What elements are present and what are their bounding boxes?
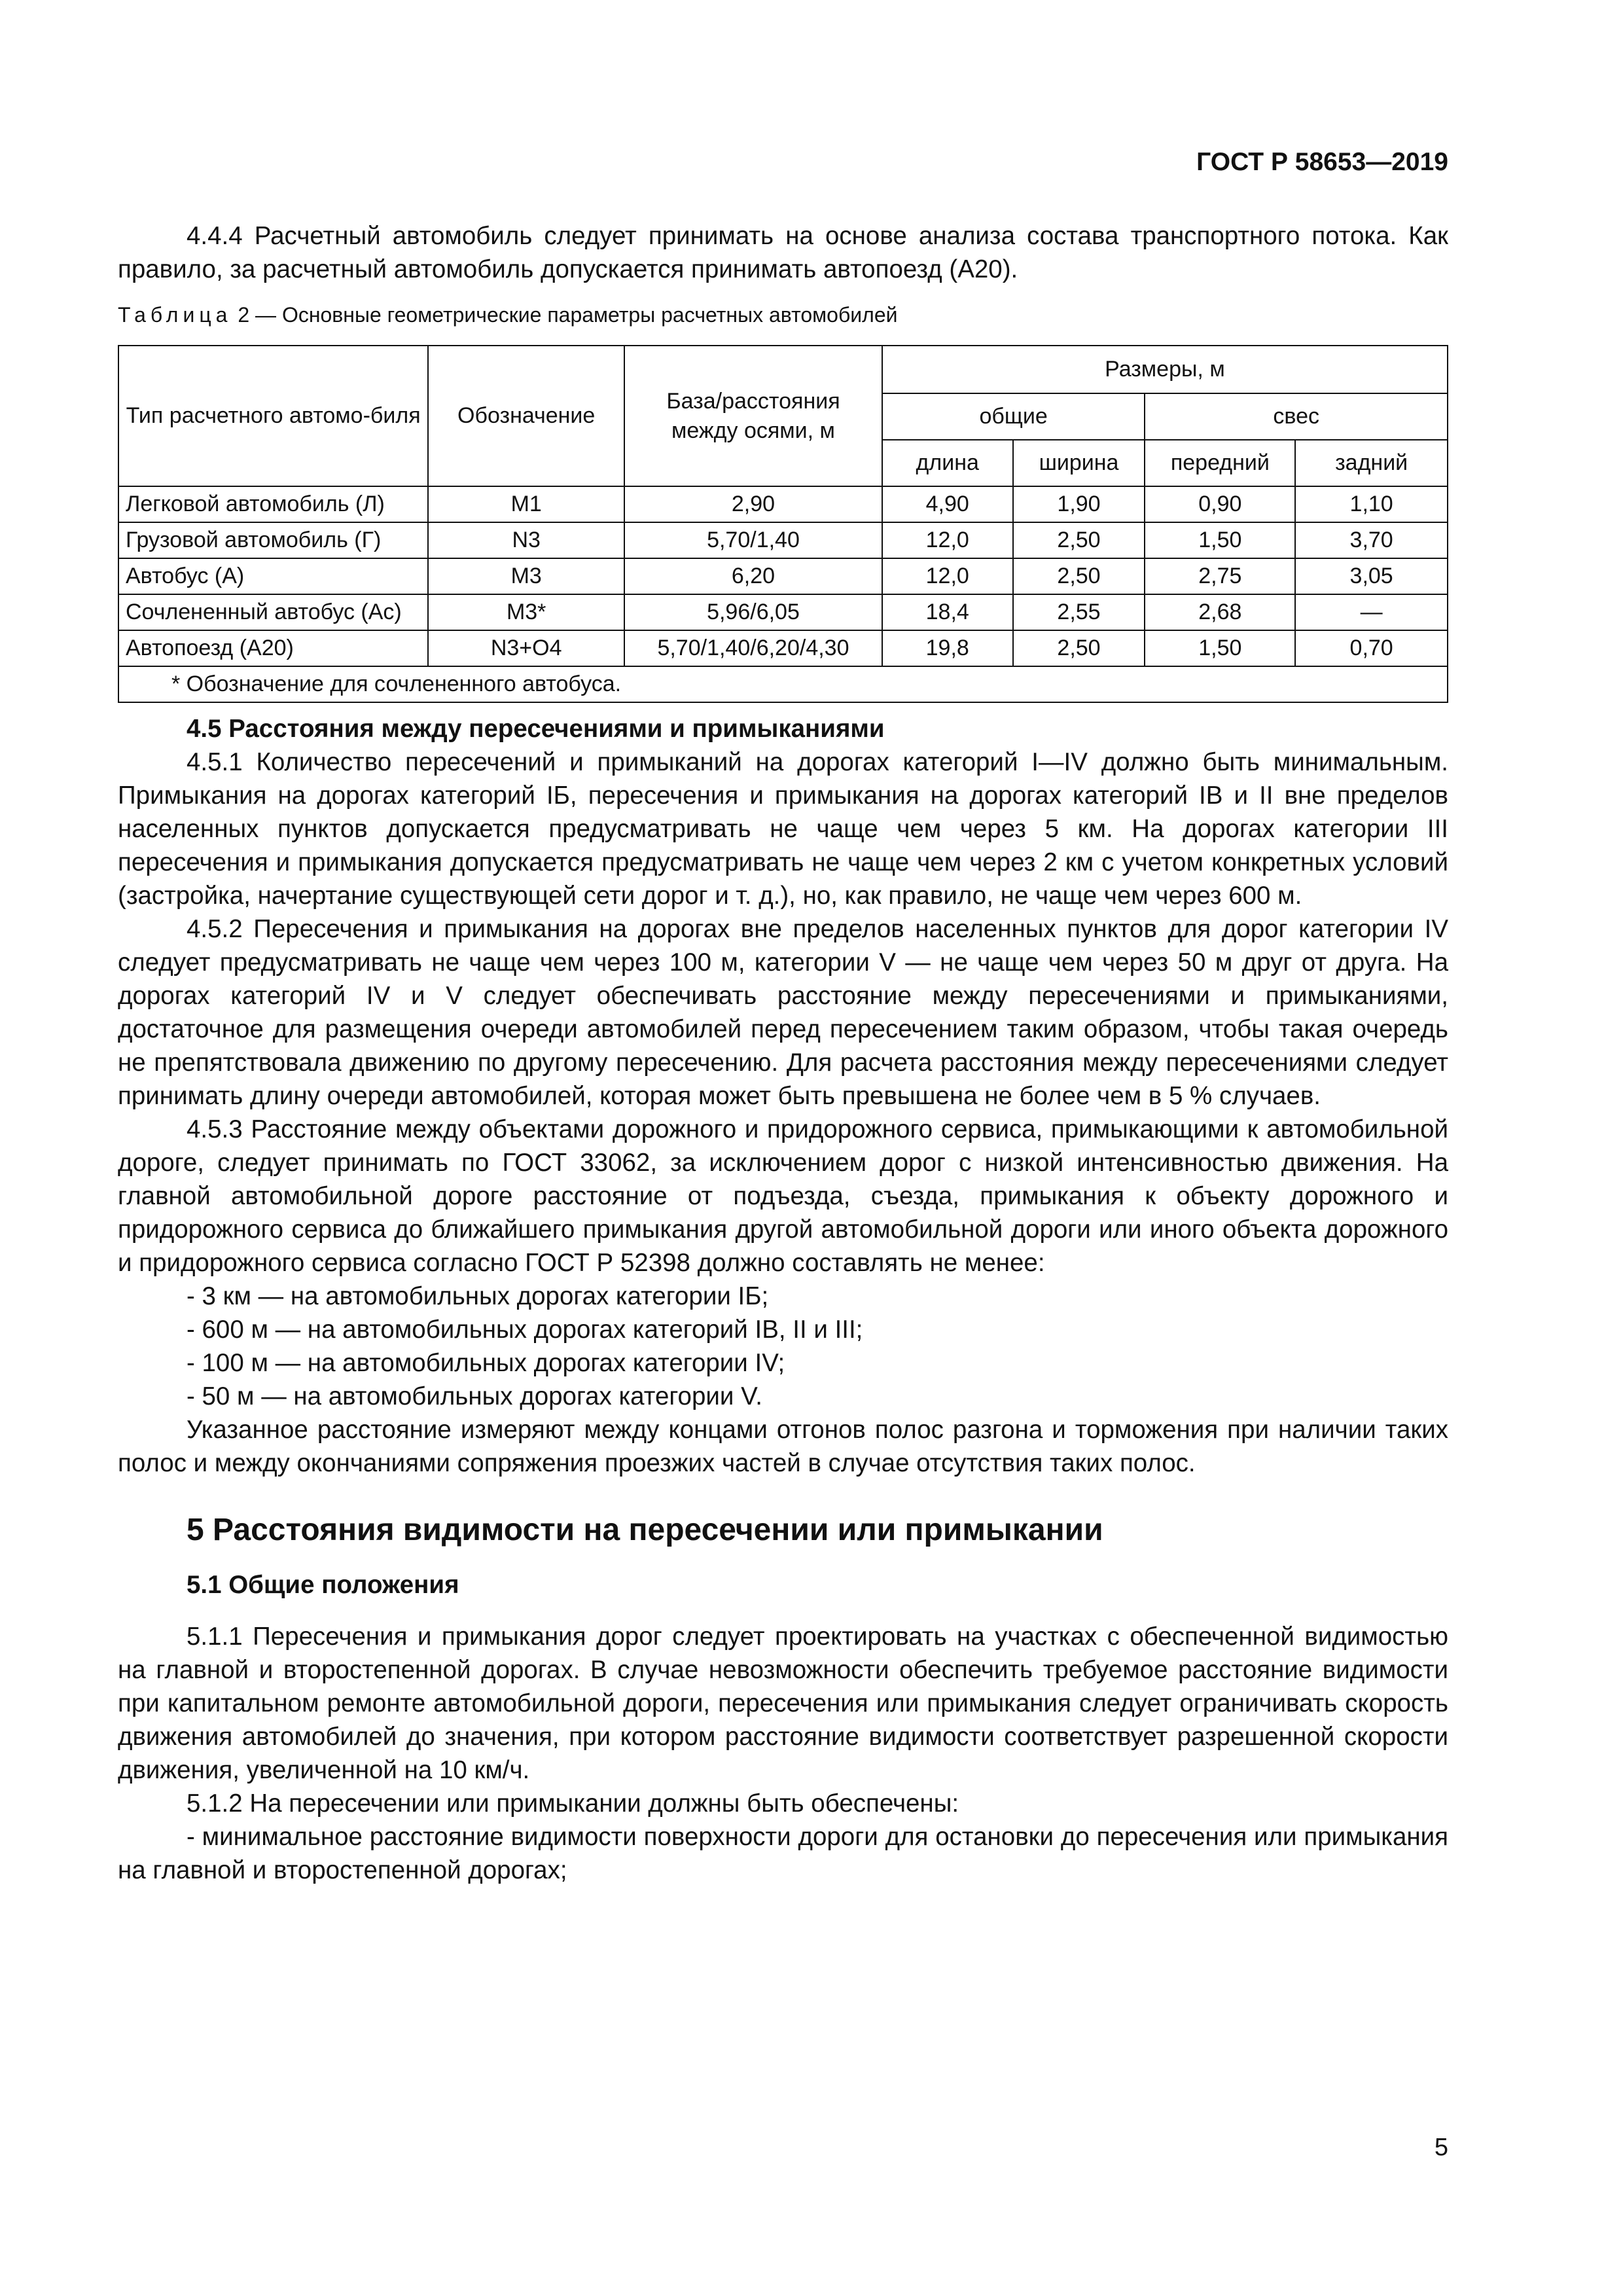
cell-code: М3* bbox=[428, 594, 624, 630]
table-row bbox=[118, 630, 1448, 666]
cell-type: Грузовой автомобиль (Г) bbox=[118, 522, 428, 558]
document-header-id: ГОСТ Р 58653—2019 bbox=[1196, 148, 1448, 176]
table-header-length: длина bbox=[882, 440, 1013, 486]
paragraph-5-1-2: 5.1.2 На пересечении или примыкании должны быть обеспечены: bbox=[187, 1789, 959, 1818]
paragraph-4-4-4: 4.4.4 Расчетный автомобиль следует принимать на основе анализа состава транспортного потока. Как правило, за расчетный автомобиль допускается принимать автопоезд (А20). bbox=[118, 222, 1448, 283]
table-caption-word: Таблица bbox=[118, 303, 232, 327]
list-item: - 3 км — на автомобильных дорогах категории IБ; bbox=[187, 1282, 769, 1310]
table-row bbox=[118, 522, 1448, 558]
cell-front: 1,50 bbox=[1145, 522, 1295, 558]
vehicle-parameters-table bbox=[118, 345, 1448, 703]
paragraph-4-5-2: 4.5.2 Пересечения и примыкания на дорогах вне пределов населенных пунктов для дорог категории IV следует предусматривать не чаще чем через 100 м, категории V — не чаще чем через 50 м друг от друга. На дорогах категорий IV и V следует обеспечивать расстояние между пересечениями и примыканиями, достаточное для размещения очереди автомобилей перед пересечением таким образом, чтобы такая очередь не препятствовала движению по другому пересечению. Для расчета расстояния между пересечениями следует принимать длину очереди автомобилей, которая может быть превышена не более чем в 5 % случаев. bbox=[118, 915, 1448, 1110]
cell-width: 1,90 bbox=[1013, 486, 1145, 522]
table-header-type: Тип расчетного автомо-биля bbox=[118, 346, 428, 486]
cell-base: 5,70/1,40 bbox=[624, 522, 882, 558]
cell-width: 2,50 bbox=[1013, 522, 1145, 558]
cell-type: Легковой автомобиль (Л) bbox=[118, 486, 428, 522]
table-header-code: Обозначение bbox=[428, 346, 624, 486]
cell-length: 12,0 bbox=[882, 522, 1013, 558]
cell-rear: 0,70 bbox=[1295, 630, 1448, 666]
cell-front: 0,90 bbox=[1145, 486, 1295, 522]
section-5-title: 5 Расстояния видимости на пересечении или примыкании bbox=[187, 1513, 1103, 1547]
document-body bbox=[118, 219, 1448, 1887]
cell-type: Автопоезд (А20) bbox=[118, 630, 428, 666]
table-row bbox=[118, 594, 1448, 630]
table-header-width: ширина bbox=[1013, 440, 1145, 486]
table-row bbox=[118, 486, 1448, 522]
cell-type: Автобус (А) bbox=[118, 558, 428, 594]
cell-front: 1,50 bbox=[1145, 630, 1295, 666]
section-5-1-title: 5.1 Общие положения bbox=[187, 1571, 459, 1599]
table-header-base: База/расстояния между осями, м bbox=[624, 346, 882, 486]
cell-base: 5,96/6,05 bbox=[624, 594, 882, 630]
table-caption-text: 2 — Основные геометрические параметры расчетных автомобилей bbox=[238, 303, 898, 327]
section-4-5-title: 4.5 Расстояния между пересечениями и примыканиями bbox=[187, 715, 885, 743]
cell-length: 19,8 bbox=[882, 630, 1013, 666]
cell-rear: — bbox=[1295, 594, 1448, 630]
cell-length: 4,90 bbox=[882, 486, 1013, 522]
paragraph-4-5-1: 4.5.1 Количество пересечений и примыканий на дорогах категорий I—IV должно быть минимальным. Примыкания на дорогах категорий IБ, пересечения и примыкания на дорогах категорий IВ и II вне пределов населенных пунктов допускается предусматривать не чаще чем через 5 км. На дорогах категории III пересечения и примыкания допускается предусматривать не чаще чем через 2 км с учетом конкретных условий (застройка, начертание существующей сети дорог и т. д.), но, как правило, не чаще чем через 600 м. bbox=[118, 748, 1448, 910]
table-header-overall: общие bbox=[882, 393, 1145, 440]
cell-front: 2,68 bbox=[1145, 594, 1295, 630]
cell-width: 2,50 bbox=[1013, 630, 1145, 666]
paragraph-4-5-3-note: Указанное расстояние измеряют между концами отгонов полос разгона и торможения при наличии таких полос и между окончаниями сопряжения проезжих частей в случае отсутствия таких полос. bbox=[118, 1416, 1448, 1477]
cell-base: 5,70/1,40/6,20/4,30 bbox=[624, 630, 882, 666]
cell-rear: 1,10 bbox=[1295, 486, 1448, 522]
cell-rear: 3,05 bbox=[1295, 558, 1448, 594]
paragraph-5-1-2-item: - минимальное расстояние видимости поверхности дороги для остановки до пересечения или примыкания на главной и второстепенной дорогах; bbox=[118, 1823, 1448, 1884]
table-caption bbox=[118, 300, 1448, 330]
list-item: - 600 м — на автомобильных дорогах категорий IВ, II и III; bbox=[187, 1316, 863, 1344]
cell-rear: 3,70 bbox=[1295, 522, 1448, 558]
table-footnote: * Обозначение для сочлененного автобуса. bbox=[118, 666, 1448, 702]
cell-length: 18,4 bbox=[882, 594, 1013, 630]
list-item: - 50 м — на автомобильных дорогах категории V. bbox=[187, 1382, 762, 1410]
cell-type: Сочлененный автобус (Ас) bbox=[118, 594, 428, 630]
cell-code: N3 bbox=[428, 522, 624, 558]
cell-base: 6,20 bbox=[624, 558, 882, 594]
table-header-sizes: Размеры, м bbox=[882, 346, 1448, 393]
list-item: - 100 м — на автомобильных дорогах категории IV; bbox=[187, 1349, 785, 1377]
table-row bbox=[118, 558, 1448, 594]
page-number: 5 bbox=[1434, 2134, 1448, 2161]
cell-code: N3+O4 bbox=[428, 630, 624, 666]
cell-width: 2,50 bbox=[1013, 558, 1145, 594]
table-header-rear: задний bbox=[1295, 440, 1448, 486]
table-header-front: передний bbox=[1145, 440, 1295, 486]
cell-front: 2,75 bbox=[1145, 558, 1295, 594]
table-header-overhang: свес bbox=[1145, 393, 1448, 440]
cell-base: 2,90 bbox=[624, 486, 882, 522]
cell-code: М1 bbox=[428, 486, 624, 522]
cell-length: 12,0 bbox=[882, 558, 1013, 594]
cell-width: 2,55 bbox=[1013, 594, 1145, 630]
paragraph-5-1-1: 5.1.1 Пересечения и примыкания дорог следует проектировать на участках с обеспеченной видимостью на главной и второстепенной дорогах. В случае невозможности обеспечить требуемое расстояние видимости при капитальном ремонте автомобильной дороги, пересечения или примыкания следует ограничивать скорость движения автомобилей до значения, при котором расстояние видимости соответствует разрешенной скорости движения, увеличенной на 10 км/ч. bbox=[118, 1623, 1448, 1784]
paragraph-4-5-3: 4.5.3 Расстояние между объектами дорожного и придорожного сервиса, примыкающими к автомобильной дороге, следует принимать по ГОСТ 33062, за исключением дорог с низкой интенсивностью движения. На главной автомобильной дороге расстояние от подъезда, съезда, примыкания к объекту дорожного и придорожного сервиса до ближайшего примыкания другой автомобильной дороги или иного объекта дорожного и придорожного сервиса согласно ГОСТ Р 52398 должно составлять не менее: bbox=[118, 1115, 1448, 1277]
cell-code: М3 bbox=[428, 558, 624, 594]
